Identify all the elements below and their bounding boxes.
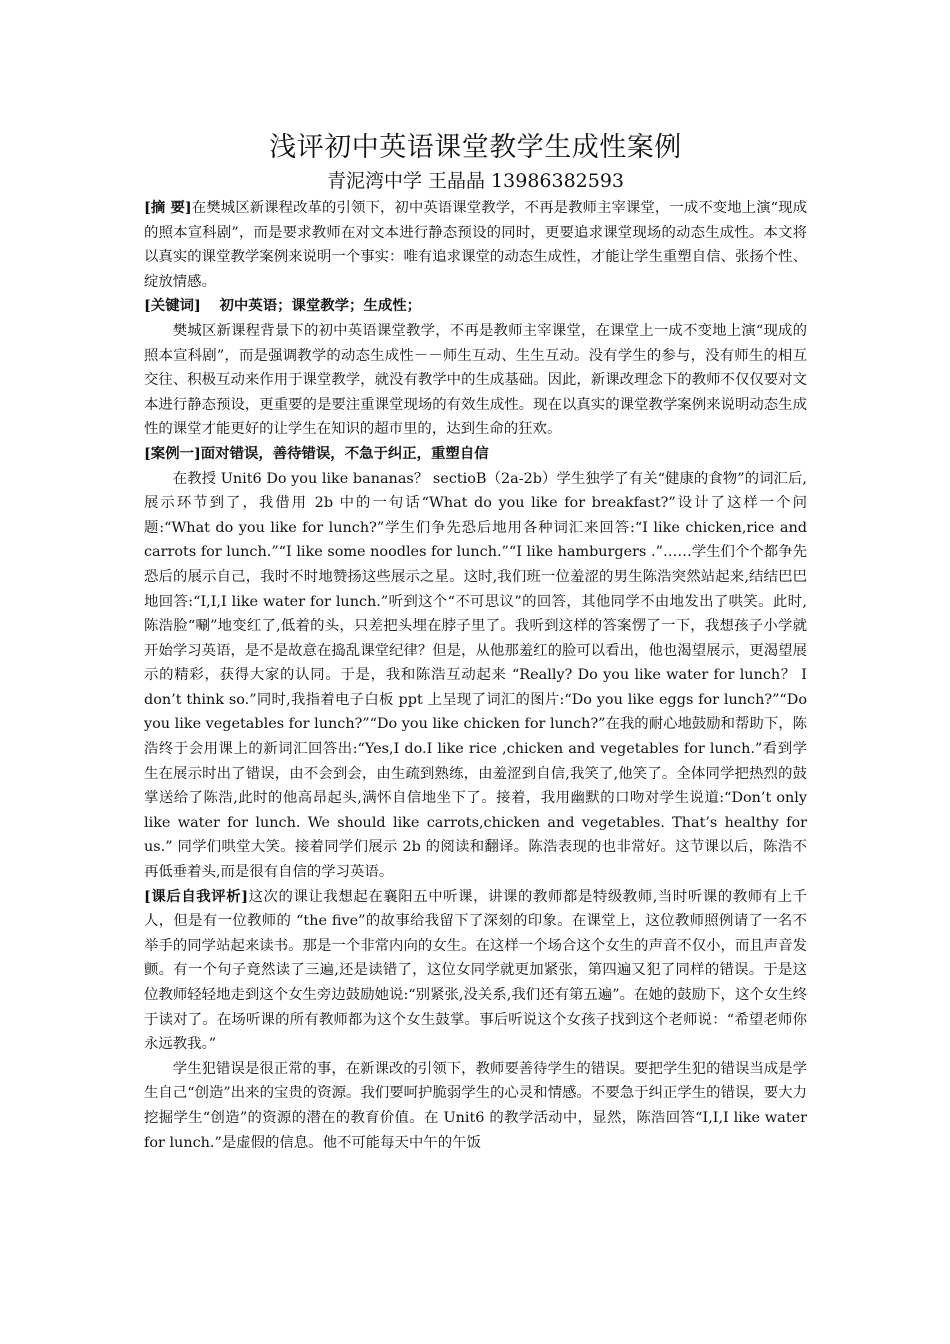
reflection-paragraph bbox=[144, 885, 807, 1057]
intro-paragraph: 樊城区新课程背景下的初中英语课堂教学，不再是教师主宰课堂，在课堂上一成不变地上演“现成的照本宣科剧”，而是强调教学的动态生成性－－师生互动、生生互动。没有学生的参与，没有师生的相互交往、积极互动来作用于课堂教学，就没有教学中的生成基础。因此，新课改理念下的教师不仅仅要对文本进行静态预设，更重要的是要注重课堂现场的有效生成性。现在以真实的课堂教学案例来说明动态生成性的课堂才能更好的让学生在知识的超市里的，达到生命的狂欢。 bbox=[144, 322, 807, 438]
reflection-text: 这次的课让我想起在襄阳五中听课，讲课的教师都是特级教师,当时听课的教师有上千人，但是有一位教师的 “the five”的故事给我留下了深刻的印象。在课堂上，这位教师照例请了一名不举手的同学站起来读书。那是一个非常内向的女生。在这样一个场合这个女生的声音不仅小，而且声音发颤。有一个句子竟然读了三遍,还是读错了，这位女同学就更加紧张，第四遍又犯了同样的错误。于是这位教师轻轻地走到这个女生旁边鼓励她说:“别紧张,没关系,我们还有第五遍”。在她的鼓励下，这个女生终于读对了。在场听课的所有教师都为这个女生鼓掌。事后听说这个女孩子找到这个老师说：“希望老师你永远教我。” bbox=[144, 888, 808, 1053]
abstract-paragraph bbox=[144, 196, 807, 294]
abstract-text: 在樊城区新课程改革的引领下，初中英语课堂教学，不再是教师主宰课堂，一成不变地上演“现成的照本宣科剧”，而是要求教师在对文本进行静态预设的同时，更要追求课堂现场的动态生成性。本文将以真实的课堂教学案例来说明一个事实：唯有追求课堂的动态生成性，才能让学生重塑自信、张扬个性、绽放情感。 bbox=[144, 200, 807, 290]
case1-heading: [案例一]面对错误，善待错误，不急于纠正，重塑自信 bbox=[144, 444, 489, 462]
abstract-label: [摘 要] bbox=[144, 199, 192, 216]
keywords-paragraph bbox=[144, 294, 807, 319]
reflection-label: [课后自我评析] bbox=[144, 887, 249, 905]
document-title: 浅评初中英语课堂教学生成性案例 bbox=[269, 132, 682, 163]
keywords-label: [关键词] bbox=[144, 297, 201, 315]
keywords-text: 初中英语；课堂教学；生成性； bbox=[219, 297, 421, 315]
case1-body: 在教授 Unit6 Do you like bananas？ sectioB（2a-2b）学生独学了有关“健康的食物”的词汇后,展示环节到了，我借用 2b 中的一句话“What do you like for breakfast?”设计了这样一个问题:“What do you like for lunch?”学生们争先恐后地用各种词汇来回答:“I like chicken,rice and carrots for lunch.”“I like some noodles for lunch.”“I like hamburgers .”……学生们个个都争先恐后的展示自己，我时不时地赞扬这些展示之星。这时,我们班一位羞涩的男生陈浩突然站起来,结结巴巴地回答:“I,I,I like water for lunch.”听到这个“不可思议”的回答，其他同学不由地发出了哄笑。此时,陈浩脸“唰”地变红了,低着的头，只差把头埋在脖子里了。我听到这样的答案愣了一下，我想孩子小学就开始学习英语，是不是故意在捣乱课堂纪律？但是，从他那羞红的脸可以看出，他也渴望展示，更渴望展示的精彩，获得大家的认同。于是，我和陈浩互动起来 “Really? Do you like water for lunch？ I don’t think so.”同时,我指着电子白板 ppt 上呈现了词汇的图片:“Do you like eggs for lunch?”“Do you like vegetables for lunch?”“Do you like chicken for lunch?”在我的耐心地鼓励和帮助下，陈浩终于会用课上的新词汇回答出:“Yes,I do.I like rice ,chicken and vegetables for lunch.”看到学生在展示时出了错误，由不会到会，由生疏到熟练，由羞涩到自信,我笑了,他笑了。全体同学把热烈的鼓掌送给了陈浩,此时的他高昂起头,满怀自信地坐下了。接着，我用幽默的口吻对学生说道:“Don’t only like water for lunch. We should like carrots,chicken and vegetables. That’s healthy for us.” 同学们哄堂大笑。接着同学们展示 2b 的阅读和翻译。陈浩表现的也非常好。这节课以后，陈浩不再低垂着头,而是很有自信的学习英语。 bbox=[144, 470, 807, 881]
last-paragraph: 学生犯错误是很正常的事，在新课改的引领下，教师要善待学生的错误。要把学生犯的错误当成是学生自己“创造”出来的宝贵的资源。我们要呵护脆弱学生的心灵和情感。不要急于纠正学生的错误，要大力挖掘学生“创造”的资源的潜在的教育价值。在 Unit6 的教学活动中，显然，陈浩回答“I,I,I like water for lunch.”是虚假的信息。他不可能每天中午的午饭 bbox=[144, 1060, 807, 1151]
document-page bbox=[144, 128, 807, 1155]
author-line: 青泥湾中学 王晶晶 13986382593 bbox=[326, 170, 625, 192]
